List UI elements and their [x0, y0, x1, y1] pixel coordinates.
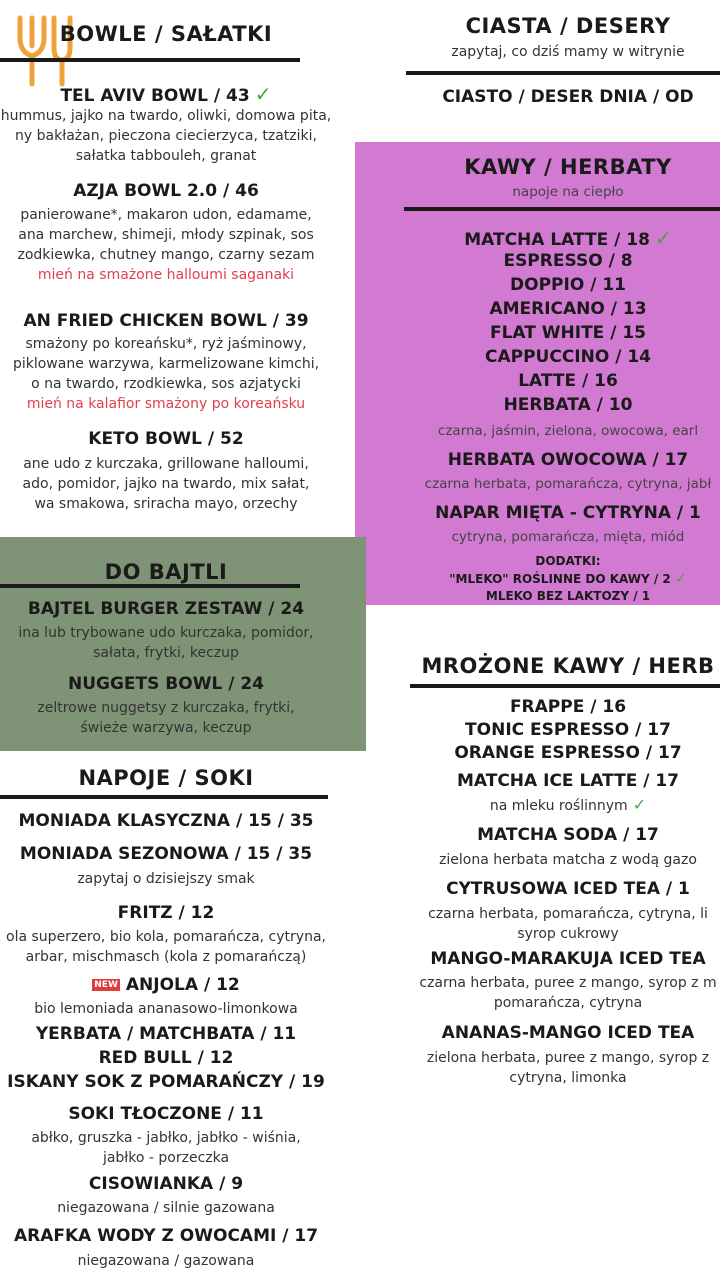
- menu-item-lemonade-classic: MONIADA KLASYCZNA / 15 / 35: [18, 811, 314, 831]
- leaf-icon: ✓: [655, 226, 672, 250]
- section-title-cakes: CIASTA / DESERY: [465, 14, 671, 38]
- menu-item-bajtel-burger: BAJTEL BURGER ZESTAW / 24: [27, 599, 305, 619]
- item-desc: ane udo z kurczaka, grillowane halloumi,: [23, 456, 309, 472]
- extras-title: DODATKI:: [535, 554, 601, 568]
- menu-item-americano: AMERICANO / 13: [489, 299, 647, 319]
- item-desc: zapytaj o dzisiejszy smak: [77, 871, 255, 887]
- item-desc: jabłko - porzeczka: [102, 1150, 230, 1166]
- item-desc: sałata, frytki, keczup: [93, 645, 239, 661]
- item-desc: zodkiewka, chutney mango, czarny sezam: [17, 247, 315, 263]
- menu-item-nuggets: NUGGETS BOWL / 24: [67, 674, 264, 694]
- item-desc: ny bakłażan, pieczona ciecierzyca, tzatziki,: [15, 128, 317, 144]
- item-desc: ana marchew, shimeji, młody szpinak, sos: [18, 227, 314, 243]
- item-desc: czarna herbata, pomarańcza, cytryna, li: [428, 906, 708, 922]
- menu-item-red-bull: RED BULL / 12: [98, 1048, 234, 1068]
- item-desc: hummus, jajko na twardo, oliwki, domowa pita,: [0, 108, 332, 124]
- menu-item-doppio: DOPPIO / 11: [510, 275, 626, 295]
- item-name: MATCHA LATTE / 18: [464, 230, 650, 250]
- item-desc: piklowane warzywa, karmelizowane kimchi,: [12, 356, 320, 372]
- menu-item-azja: AZJA BOWL 2.0 / 46: [73, 181, 259, 201]
- section-title-iced: MROŻONE KAWY / HERB: [421, 654, 715, 678]
- item-desc: ina lub trybowane udo kurczaka, pomidor,: [18, 625, 314, 641]
- menu-item-frappe: FRAPPE / 16: [509, 697, 627, 717]
- item-desc: zeltrowe nuggetsy z kurczaka, frytki,: [37, 700, 295, 716]
- item-desc: świeże warzywa, keczup: [80, 720, 252, 736]
- extra-item: "MLEKO" ROŚLINNE DO KAWY / 2: [449, 572, 671, 586]
- menu-item-pressed-juice: SOKI TŁOCZONE / 11: [68, 1104, 264, 1124]
- item-name: ANJOLA / 12: [125, 975, 240, 995]
- menu-item-water-carafe: ARAFKA WODY Z OWOCAMI / 17: [13, 1226, 319, 1246]
- menu-item-matcha-ice-latte: MATCHA ICE LATTE / 17: [456, 771, 680, 791]
- menu-item-mint-lemon: NAPAR MIĘTA - CYTRYNA / 1: [435, 503, 701, 523]
- item-desc: smażony po koreańsku*, ryż jaśminowy,: [25, 336, 307, 352]
- leaf-icon: ✓: [254, 82, 272, 106]
- item-desc: czarna, jaśmin, zielona, owocowa, earl: [437, 423, 699, 439]
- leaf-icon: ✓: [632, 795, 647, 814]
- menu-item-latte: LATTE / 16: [518, 371, 618, 391]
- divider: [0, 584, 300, 588]
- extras-plant-milk: [398, 571, 720, 587]
- section-title-kids: DO BAJTLI: [104, 560, 228, 584]
- menu-item-pineapple-mango-iced-tea: ANANAS-MANGO ICED TEA: [441, 1023, 695, 1043]
- item-desc: niegazowana / silnie gazowana: [57, 1200, 275, 1216]
- menu-item-espresso: ESPRESSO / 8: [503, 251, 633, 271]
- item-desc: bio lemoniada ananasowo-limonkowa: [34, 1001, 298, 1017]
- item-desc: sałatka tabbouleh, granat: [75, 148, 257, 164]
- section-title-hot-drinks: KAWY / HERBATY: [464, 155, 672, 179]
- item-desc: ado, pomidor, jajko na twardo, mix sałat,: [22, 476, 310, 492]
- divider: [0, 58, 300, 62]
- menu-item-anjola: [0, 974, 372, 996]
- item-desc: syrop cukrowy: [517, 926, 619, 942]
- item-desc: czarna herbata, pomarańcza, cytryna, jabł: [424, 476, 712, 492]
- divider: [410, 684, 720, 688]
- section-subtitle: zapytaj, co dziś mamy w witrynie: [451, 44, 685, 60]
- item-desc: czarna herbata, puree z mango, syrop z m: [419, 975, 717, 991]
- divider: [0, 795, 328, 799]
- menu-item-matcha-latte: [398, 226, 720, 251]
- menu-item-matcha-soda: MATCHA SODA / 17: [477, 825, 659, 845]
- menu-item-cake-of-day: CIASTO / DESER DNIA / OD: [442, 87, 694, 107]
- section-subtitle: napoje na ciepło: [512, 184, 624, 200]
- menu-item-flat-white: FLAT WHITE / 15: [489, 323, 646, 343]
- menu-item-orange-juice: ISKANY SOK Z POMARAŃCZY / 19: [7, 1072, 325, 1092]
- item-desc: niegazowana / gazowana: [77, 1253, 255, 1269]
- item-note: mień na smażone halloumi saganaki: [37, 267, 295, 283]
- item-name: TEL AVIV BOWL / 43: [60, 86, 250, 106]
- menu-item-yerbata: YERBATA / MATCHBATA / 11: [35, 1024, 297, 1044]
- item-desc: o na twardo, rzodkiewka, sos azjatycki: [31, 376, 301, 392]
- item-desc: panierowane*, makaron udon, edamame,: [20, 207, 312, 223]
- item-desc: abłko, gruszka - jabłko, jabłko - wiśnia,: [31, 1130, 301, 1146]
- menu-item-fried-chicken: AN FRIED CHICKEN BOWL / 39: [23, 311, 309, 331]
- extras-lactose-free: MLEKO BEZ LAKTOZY / 1: [485, 589, 651, 603]
- item-note: mień na kalafior smażony po koreańsku: [26, 396, 306, 412]
- item-desc: na mleku roślinnym: [489, 798, 628, 814]
- new-badge-icon: NEW: [94, 980, 118, 990]
- menu-item-lemonade-seasonal: MONIADA SEZONOWA / 15 / 35: [19, 844, 313, 864]
- leaf-icon: ✓: [674, 571, 687, 587]
- menu-item-tonic-espresso: TONIC ESPRESSO / 17: [465, 720, 671, 740]
- item-desc: zielona herbata, puree z mango, syrop z: [426, 1050, 710, 1066]
- item-desc: cytryna, limonka: [509, 1070, 627, 1086]
- divider: [404, 207, 720, 211]
- menu-item-cappuccino: CAPPUCCINO / 14: [484, 347, 651, 367]
- section-title-drinks: NAPOJE / SOKI: [78, 766, 254, 790]
- divider: [406, 71, 720, 75]
- item-desc: ola superzero, bio kola, pomarańcza, cytryna,: [6, 929, 326, 945]
- item-desc: pomarańcza, cytryna: [493, 995, 643, 1011]
- menu-item-tel-aviv: [0, 82, 372, 107]
- menu-item-fritz: FRITZ / 12: [117, 903, 215, 923]
- menu-item-keto: KETO BOWL / 52: [88, 429, 244, 449]
- item-desc-row: [398, 795, 720, 816]
- section-title-bowls: BOWLE / SAŁATKI: [59, 22, 273, 46]
- item-desc: zielona herbata matcha z wodą gazo: [439, 852, 697, 868]
- menu-item-tea: HERBATA / 10: [503, 395, 633, 415]
- menu-item-fruit-tea: HERBATA OWOCOWA / 17: [447, 450, 689, 470]
- menu-item-mango-passion-iced-tea: MANGO-MARAKUJA ICED TEA: [430, 949, 706, 969]
- item-desc: wa smakowa, sriracha mayo, orzechy: [34, 496, 298, 512]
- menu-item-orange-espresso: ORANGE ESPRESSO / 17: [454, 743, 682, 763]
- menu-item-cisowianka: CISOWIANKA / 9: [88, 1174, 244, 1194]
- menu-item-citrus-iced-tea: CYTRUSOWA ICED TEA / 1: [446, 879, 690, 899]
- item-desc: arbar, mischmasch (kola z pomarańczą): [25, 949, 307, 965]
- item-desc: cytryna, pomarańcza, mięta, miód: [451, 529, 685, 545]
